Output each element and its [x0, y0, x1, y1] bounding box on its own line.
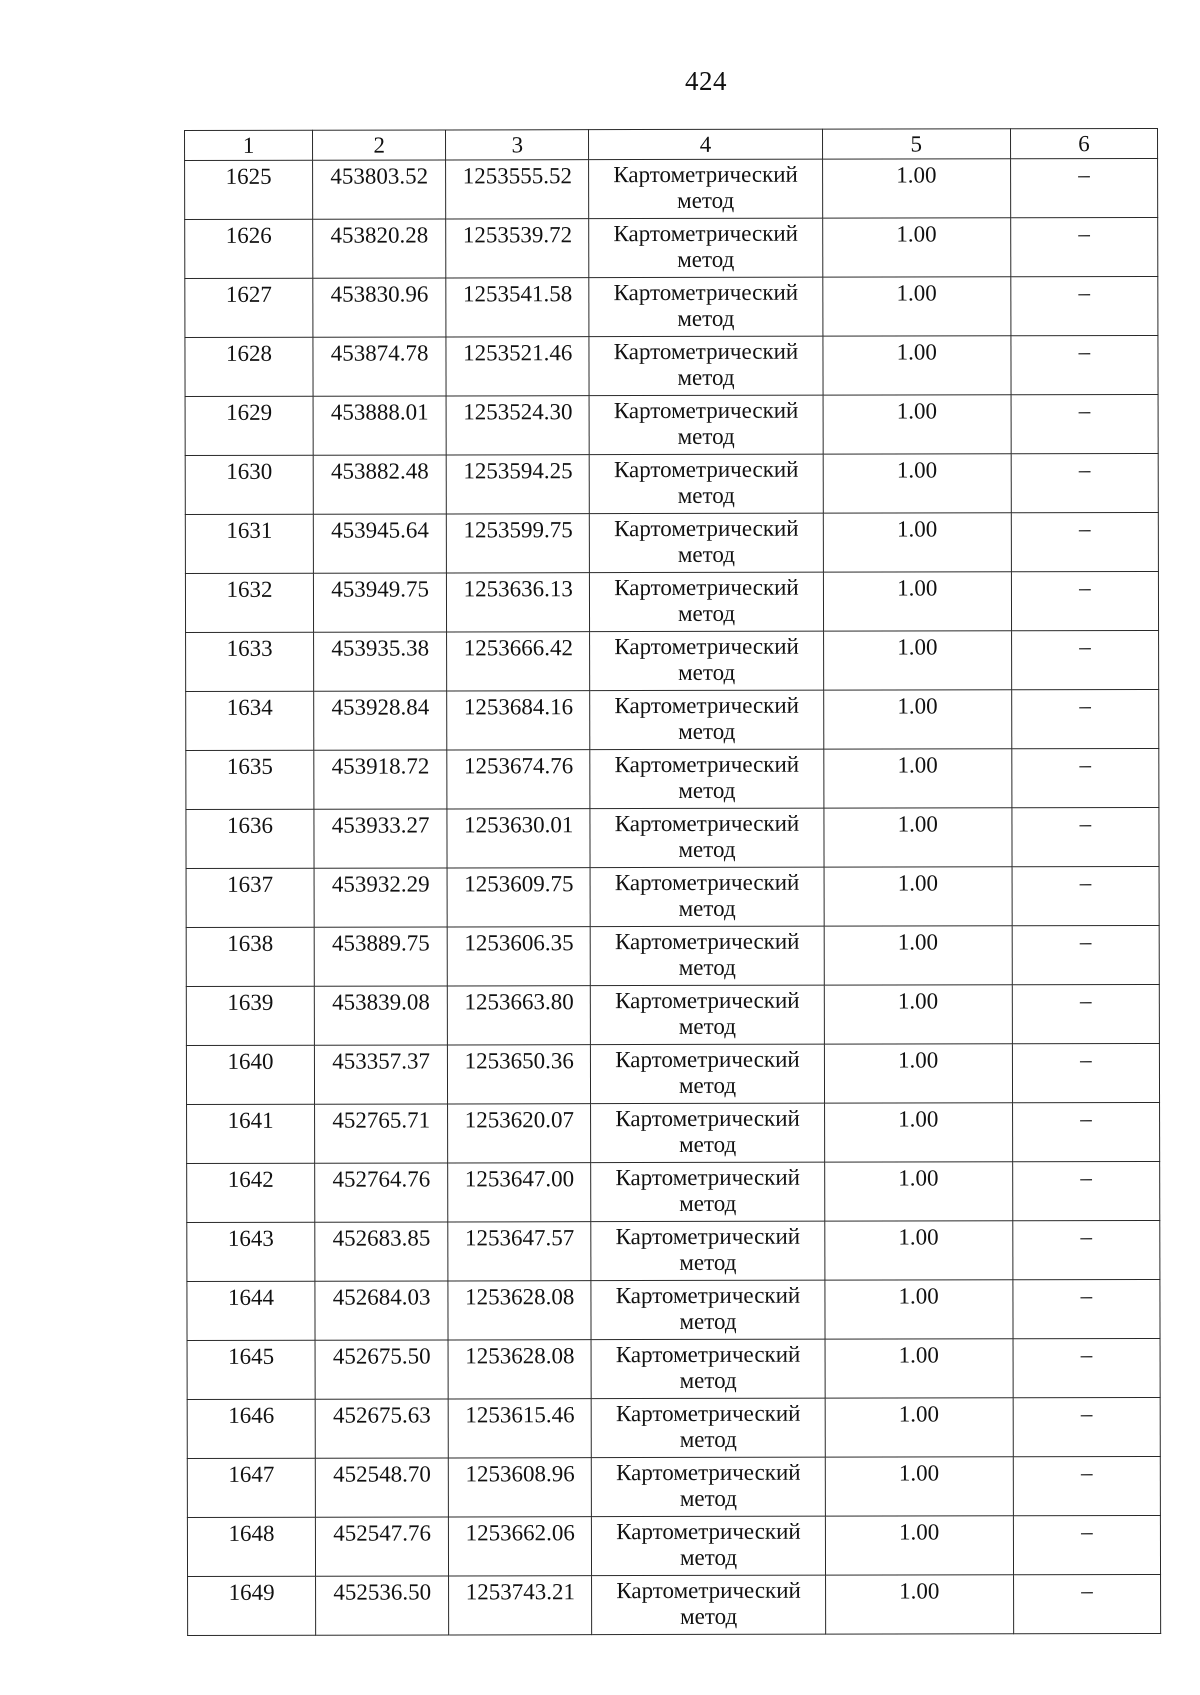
method-cell: Картометрический метод	[590, 808, 823, 867]
note-cell: –	[1013, 1338, 1160, 1397]
x-coordinate-cell: 452765.71	[315, 1104, 448, 1163]
table-row	[186, 689, 1159, 750]
accuracy-cell: 1.00	[824, 808, 1012, 867]
table-row	[187, 1161, 1160, 1222]
y-coordinate-cell: 1253674.76	[447, 750, 590, 809]
x-coordinate-cell: 452536.50	[316, 1576, 449, 1635]
accuracy-cell: 1.00	[824, 1044, 1012, 1103]
x-coordinate-cell: 452675.50	[315, 1340, 448, 1399]
note-cell: –	[1011, 394, 1158, 453]
accuracy-cell: 1.00	[825, 1398, 1013, 1457]
note-cell: –	[1010, 217, 1157, 276]
x-coordinate-cell: 453830.96	[313, 278, 446, 337]
y-coordinate-cell: 1253647.00	[448, 1163, 591, 1222]
y-coordinate-cell: 1253539.72	[446, 219, 589, 278]
x-coordinate-cell: 453874.78	[313, 337, 446, 396]
point-number-cell: 1642	[187, 1163, 315, 1222]
method-cell: Картометрический метод	[590, 690, 823, 749]
table-row	[185, 512, 1158, 573]
table-row	[185, 394, 1158, 455]
note-cell: –	[1011, 276, 1158, 335]
point-number-cell: 1644	[187, 1281, 315, 1340]
note-cell: –	[1012, 1043, 1159, 1102]
table-row	[187, 1279, 1160, 1340]
table-row	[187, 1338, 1160, 1399]
method-cell: Картометрический метод	[589, 159, 822, 218]
point-number-cell: 1638	[186, 927, 314, 986]
note-cell: –	[1011, 453, 1158, 512]
point-number-cell: 1640	[186, 1045, 314, 1104]
header-cell-3: 3	[446, 130, 589, 160]
y-coordinate-cell: 1253620.07	[448, 1104, 591, 1163]
method-cell: Картометрический метод	[590, 572, 823, 631]
accuracy-cell: 1.00	[825, 1575, 1013, 1634]
table-row	[188, 1574, 1161, 1635]
y-coordinate-cell: 1253608.96	[449, 1458, 592, 1517]
method-cell: Картометрический метод	[589, 395, 822, 454]
accuracy-cell: 1.00	[824, 1103, 1012, 1162]
accuracy-cell: 1.00	[823, 454, 1011, 513]
note-cell: –	[1011, 571, 1158, 630]
point-number-cell: 1634	[186, 691, 314, 750]
note-cell: –	[1011, 630, 1158, 689]
note-cell: –	[1012, 748, 1159, 807]
point-number-cell: 1633	[186, 632, 314, 691]
x-coordinate-cell: 453882.48	[313, 455, 446, 514]
method-cell: Картометрический метод	[592, 1516, 825, 1575]
point-number-cell: 1630	[185, 455, 313, 514]
table-row	[186, 866, 1159, 927]
y-coordinate-cell: 1253636.13	[447, 573, 590, 632]
point-number-cell: 1626	[185, 219, 313, 278]
x-coordinate-cell: 453803.52	[313, 160, 446, 219]
x-coordinate-cell: 452683.85	[315, 1222, 448, 1281]
x-coordinate-cell: 452764.76	[315, 1163, 448, 1222]
y-coordinate-cell: 1253628.08	[448, 1281, 591, 1340]
method-cell: Картометрический метод	[589, 336, 822, 395]
x-coordinate-cell: 453839.08	[314, 986, 447, 1045]
note-cell: –	[1013, 1220, 1160, 1279]
x-coordinate-cell: 452547.76	[316, 1517, 449, 1576]
header-cell-4: 4	[589, 129, 822, 159]
accuracy-cell: 1.00	[824, 985, 1012, 1044]
header-cell-5: 5	[822, 129, 1010, 159]
x-coordinate-cell: 453932.29	[314, 868, 447, 927]
accuracy-cell: 1.00	[825, 1339, 1013, 1398]
table-row	[185, 335, 1158, 396]
y-coordinate-cell: 1253521.46	[446, 337, 589, 396]
method-cell: Картометрический метод	[590, 749, 823, 808]
point-number-cell: 1625	[185, 160, 313, 219]
method-cell: Картометрический метод	[592, 1575, 825, 1634]
note-cell: –	[1012, 866, 1159, 925]
point-number-cell: 1646	[187, 1399, 315, 1458]
table-row	[187, 1515, 1160, 1576]
point-number-cell: 1629	[185, 396, 313, 455]
note-cell: –	[1012, 925, 1159, 984]
table-row	[186, 807, 1159, 868]
table-row	[187, 1397, 1160, 1458]
method-cell: Картометрический метод	[591, 985, 824, 1044]
x-coordinate-cell: 452548.70	[315, 1458, 448, 1517]
y-coordinate-cell: 1253606.35	[447, 927, 590, 986]
method-cell: Картометрический метод	[592, 1457, 825, 1516]
point-number-cell: 1631	[185, 514, 313, 573]
point-number-cell: 1632	[185, 573, 313, 632]
x-coordinate-cell: 452684.03	[315, 1281, 448, 1340]
y-coordinate-cell: 1253628.08	[448, 1340, 591, 1399]
coordinates-table	[184, 128, 1161, 1636]
note-cell: –	[1012, 1102, 1159, 1161]
note-cell: –	[1013, 1456, 1160, 1515]
point-number-cell: 1628	[185, 337, 313, 396]
accuracy-cell: 1.00	[823, 631, 1011, 690]
page-number: 424	[685, 66, 727, 96]
accuracy-cell: 1.00	[822, 218, 1010, 277]
accuracy-cell: 1.00	[825, 1457, 1013, 1516]
table-row	[187, 1456, 1160, 1517]
y-coordinate-cell: 1253609.75	[447, 868, 590, 927]
y-coordinate-cell: 1253594.25	[446, 455, 589, 514]
table-row	[187, 1102, 1160, 1163]
accuracy-cell: 1.00	[823, 572, 1011, 631]
accuracy-cell: 1.00	[824, 1162, 1012, 1221]
x-coordinate-cell: 453933.27	[314, 809, 447, 868]
accuracy-cell: 1.00	[823, 513, 1011, 572]
table-row	[186, 984, 1159, 1045]
method-cell: Картометрический метод	[591, 1044, 824, 1103]
x-coordinate-cell: 453820.28	[313, 219, 446, 278]
note-cell: –	[1013, 1515, 1160, 1574]
note-cell: –	[1013, 1574, 1160, 1633]
y-coordinate-cell: 1253663.80	[448, 986, 591, 1045]
y-coordinate-cell: 1253647.57	[448, 1222, 591, 1281]
method-cell: Картометрический метод	[591, 1103, 824, 1162]
accuracy-cell: 1.00	[822, 159, 1010, 218]
accuracy-cell: 1.00	[823, 395, 1011, 454]
y-coordinate-cell: 1253666.42	[447, 632, 590, 691]
point-number-cell: 1641	[187, 1104, 315, 1163]
note-cell: –	[1010, 158, 1157, 217]
note-cell: –	[1013, 1279, 1160, 1338]
y-coordinate-cell: 1253599.75	[447, 514, 590, 573]
method-cell: Картометрический метод	[590, 454, 823, 513]
method-cell: Картометрический метод	[591, 1280, 824, 1339]
y-coordinate-cell: 1253684.16	[447, 691, 590, 750]
accuracy-cell: 1.00	[825, 1516, 1013, 1575]
point-number-cell: 1643	[187, 1222, 315, 1281]
accuracy-cell: 1.00	[823, 690, 1011, 749]
table-header	[185, 128, 1158, 160]
table-row	[185, 571, 1158, 632]
x-coordinate-cell: 453889.75	[314, 927, 447, 986]
x-coordinate-cell: 453918.72	[314, 750, 447, 809]
table-row	[187, 1220, 1160, 1281]
x-coordinate-cell: 452675.63	[315, 1399, 448, 1458]
y-coordinate-cell: 1253662.06	[449, 1517, 592, 1576]
point-number-cell: 1636	[186, 809, 314, 868]
point-number-cell: 1627	[185, 278, 313, 337]
method-cell: Картометрический метод	[590, 867, 823, 926]
accuracy-cell: 1.00	[822, 277, 1010, 336]
x-coordinate-cell: 453949.75	[314, 573, 447, 632]
method-cell: Картометрический метод	[590, 513, 823, 572]
table-row	[186, 925, 1159, 986]
note-cell: –	[1012, 807, 1159, 866]
y-coordinate-cell: 1253541.58	[446, 278, 589, 337]
point-number-cell: 1648	[187, 1517, 315, 1576]
table-row	[186, 630, 1159, 691]
method-cell: Картометрический метод	[592, 1398, 825, 1457]
note-cell: –	[1012, 1161, 1159, 1220]
note-cell: –	[1011, 689, 1158, 748]
header-row	[185, 128, 1158, 160]
y-coordinate-cell: 1253615.46	[448, 1399, 591, 1458]
point-number-cell: 1635	[186, 750, 314, 809]
point-number-cell: 1645	[187, 1340, 315, 1399]
accuracy-cell: 1.00	[823, 336, 1011, 395]
table-row	[185, 453, 1158, 514]
point-number-cell: 1649	[188, 1576, 316, 1635]
accuracy-cell: 1.00	[823, 749, 1011, 808]
y-coordinate-cell: 1253650.36	[448, 1045, 591, 1104]
accuracy-cell: 1.00	[824, 926, 1012, 985]
method-cell: Картометрический метод	[589, 277, 822, 336]
table-body	[185, 158, 1161, 1635]
x-coordinate-cell: 453935.38	[314, 632, 447, 691]
note-cell: –	[1011, 512, 1158, 571]
x-coordinate-cell: 453928.84	[314, 691, 447, 750]
header-cell-2: 2	[313, 130, 446, 160]
method-cell: Картометрический метод	[591, 926, 824, 985]
x-coordinate-cell: 453945.64	[313, 514, 446, 573]
table-row	[185, 276, 1158, 337]
method-cell: Картометрический метод	[591, 1221, 824, 1280]
method-cell: Картометрический метод	[591, 1339, 824, 1398]
table-row	[186, 1043, 1159, 1104]
note-cell: –	[1012, 984, 1159, 1043]
y-coordinate-cell: 1253524.30	[446, 396, 589, 455]
x-coordinate-cell: 453357.37	[315, 1045, 448, 1104]
point-number-cell: 1637	[186, 868, 314, 927]
y-coordinate-cell: 1253630.01	[447, 809, 590, 868]
note-cell: –	[1011, 335, 1158, 394]
accuracy-cell: 1.00	[825, 1280, 1013, 1339]
point-number-cell: 1639	[186, 986, 314, 1045]
method-cell: Картометрический метод	[590, 631, 823, 690]
header-cell-6: 6	[1010, 128, 1157, 158]
accuracy-cell: 1.00	[824, 1221, 1012, 1280]
y-coordinate-cell: 1253555.52	[446, 160, 589, 219]
x-coordinate-cell: 453888.01	[313, 396, 446, 455]
point-number-cell: 1647	[187, 1458, 315, 1517]
header-cell-1: 1	[185, 130, 313, 160]
table-row	[185, 217, 1158, 278]
accuracy-cell: 1.00	[824, 867, 1012, 926]
note-cell: –	[1013, 1397, 1160, 1456]
y-coordinate-cell: 1253743.21	[449, 1576, 592, 1635]
method-cell: Картометрический метод	[591, 1162, 824, 1221]
method-cell: Картометрический метод	[589, 218, 822, 277]
table-row	[186, 748, 1159, 809]
table-row	[185, 158, 1158, 219]
